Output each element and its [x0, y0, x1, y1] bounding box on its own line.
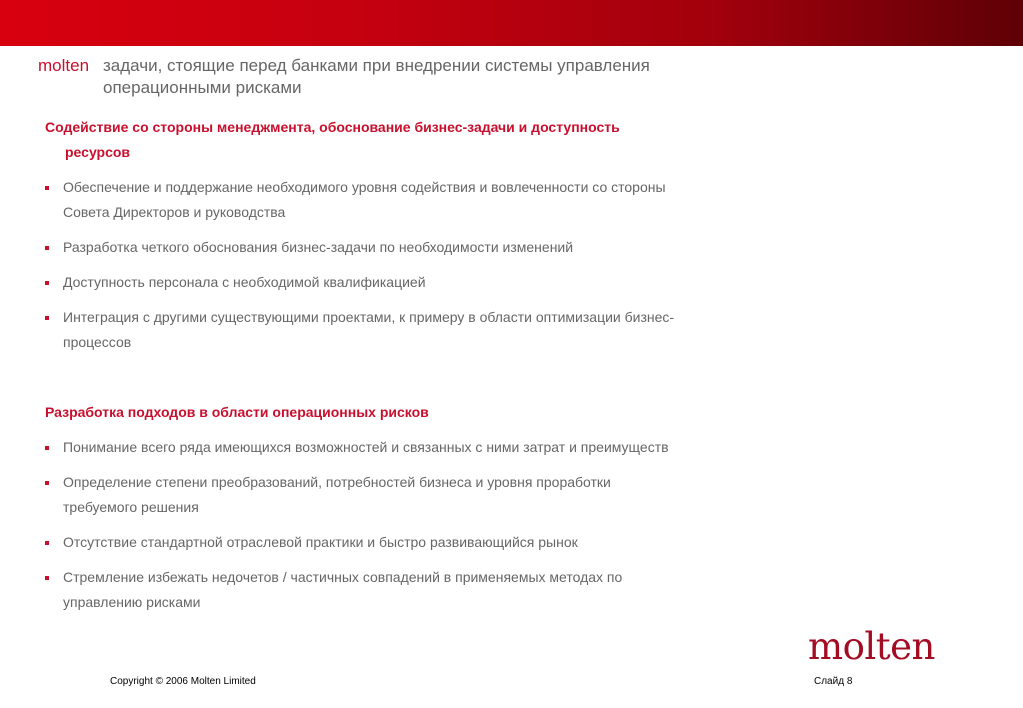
list-item-text: требуемого решения: [63, 499, 199, 515]
list-item-text: Определение степени преобразований, потребностей бизнеса и уровня проработки: [63, 474, 611, 490]
section-heading: [45, 115, 765, 165]
list-item: [45, 530, 765, 555]
copyright-notice: Copyright © 2006 Molten Limited: [110, 676, 256, 687]
slide-title-line: операционными рисками: [103, 78, 302, 97]
list-item-text: процессов: [63, 334, 132, 350]
list-item: [45, 270, 765, 295]
list-item-text: Совета Директоров и руководства: [63, 204, 286, 220]
list-item-text: Обеспечение и поддержание необходимого уровня содействия и вовлеченности со стороны: [63, 179, 666, 195]
bullet-square-icon: [45, 481, 49, 485]
list-item: [45, 175, 765, 225]
slide-title-line: задачи, стоящие перед банками при внедрении системы управления: [103, 56, 650, 75]
list-item: [45, 305, 765, 355]
bullet-square-icon: [45, 316, 49, 320]
slide-number: Слайд 8: [814, 676, 853, 687]
bullet-list: [45, 435, 765, 615]
bullet-square-icon: [45, 186, 49, 190]
list-item: [45, 435, 765, 460]
section-heading: [45, 400, 765, 425]
section-heading-line: Содействие со стороны менеджмента, обоснование бизнес-задачи и доступность: [45, 119, 620, 135]
bullet-square-icon: [45, 541, 49, 545]
bullet-square-icon: [45, 576, 49, 580]
molten-logo: molten: [808, 625, 935, 668]
section-management-support: [45, 115, 765, 355]
bullet-list: [45, 175, 765, 355]
list-item-text: Понимание всего ряда имеющихся возможностей и связанных с ними затрат и преимуществ: [63, 439, 669, 455]
list-item-text: Отсутствие стандартной отраслевой практики и быстро развивающийся рынок: [63, 534, 578, 550]
list-item-text: Стремление избежать недочетов / частичных совпадений в применяемых методах по: [63, 569, 623, 585]
section-heading-line: Разработка подходов в области операционных рисков: [45, 404, 429, 420]
list-item-text: управлению рисками: [63, 594, 201, 610]
list-item: [45, 470, 765, 520]
list-item: [45, 565, 765, 615]
header-brand: molten: [38, 56, 90, 75]
list-item: [45, 235, 765, 260]
list-item-text: Интеграция с другими существующими проектами, к примеру в области оптимизации бизнес-: [63, 309, 675, 325]
bullet-square-icon: [45, 281, 49, 285]
bullet-square-icon: [45, 446, 49, 450]
slide-content: [45, 115, 765, 615]
list-item-text: Доступность персонала с необходимой квалификацией: [63, 274, 426, 290]
slide-title: [103, 55, 743, 99]
bullet-square-icon: [45, 246, 49, 250]
header-band: [0, 0, 1023, 46]
list-item-text: Разработка четкого обоснования бизнес-задачи по необходимости изменений: [63, 239, 574, 255]
section-heading-line: ресурсов: [65, 144, 131, 160]
section-operational-risk-approach: [45, 400, 765, 615]
